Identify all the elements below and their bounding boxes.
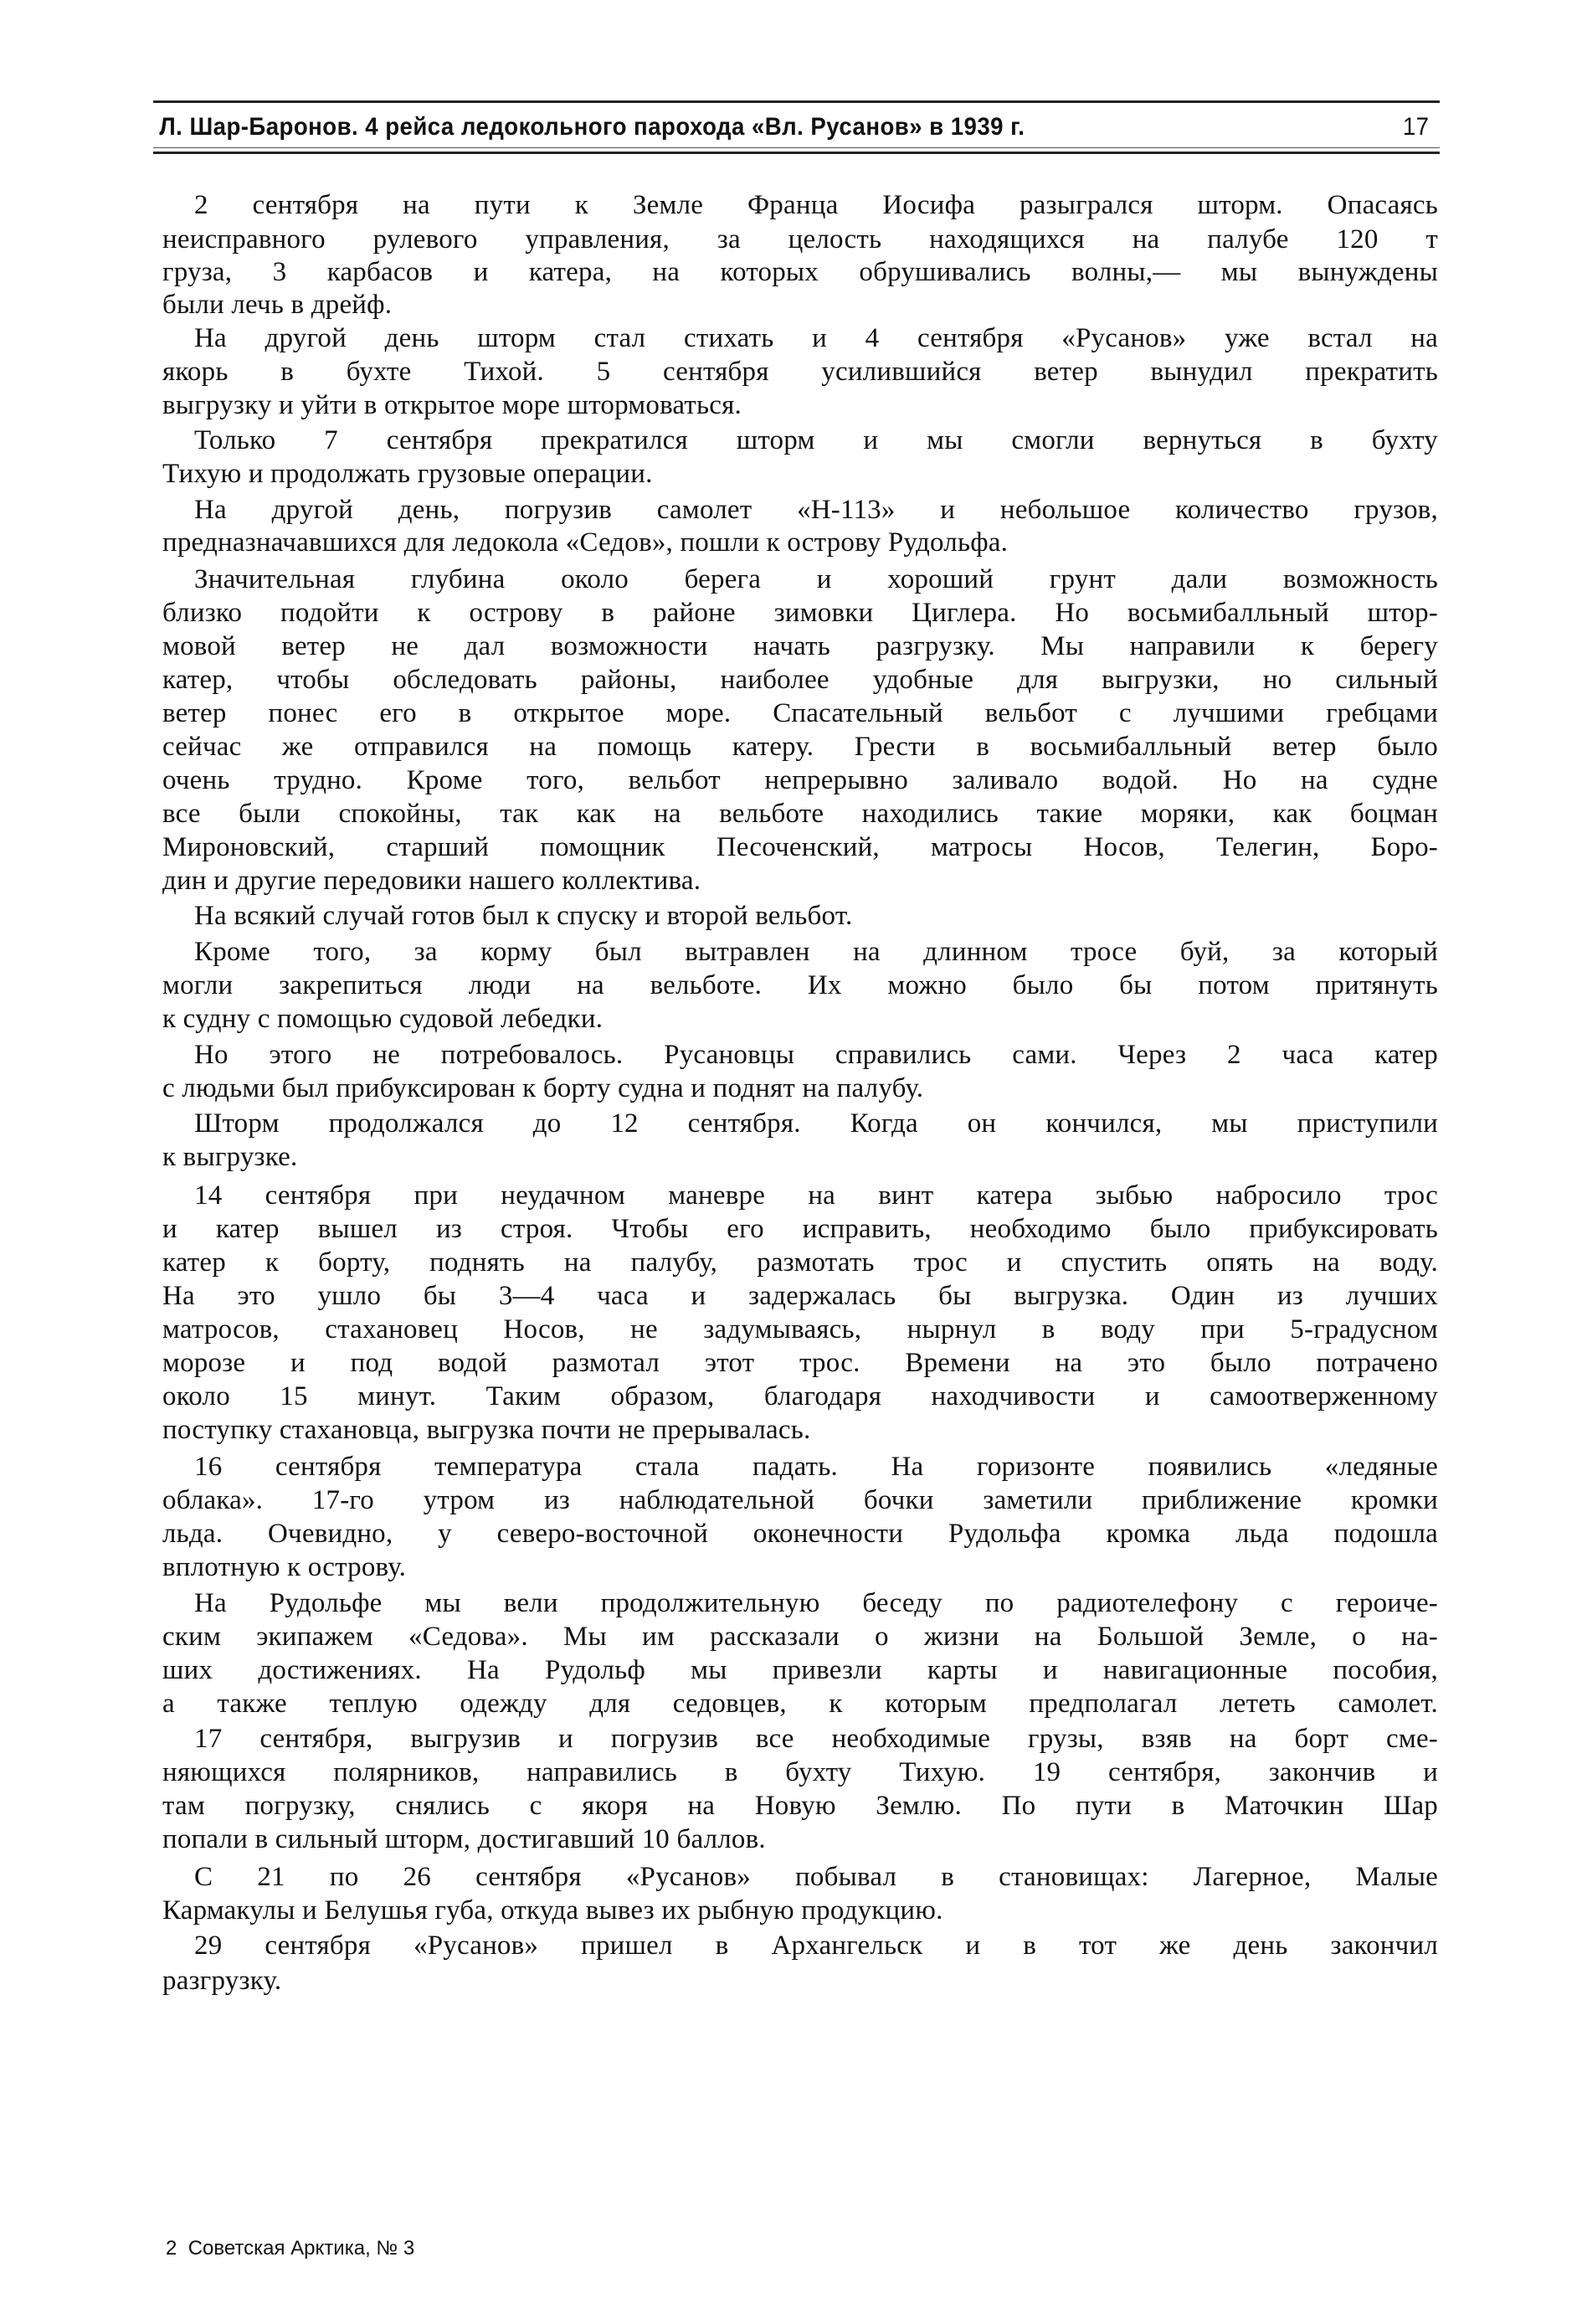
header-top-rule [153, 100, 1440, 103]
text-line: льда. Очевидно, у северо-восточной оконечности Рудольфа кромка льда подошла [162, 1519, 1438, 1549]
header-bottom-rule-thick [153, 152, 1440, 154]
text-line: к судну с помощью судовой лебедки. [162, 1004, 604, 1034]
text-line: груза, 3 карбасов и катера, на которых обрушивались волны,— мы вынуждены [162, 257, 1438, 287]
text-line: няющихся полярников, направились в бухту Тихую. 19 сентября, закончив и [162, 1757, 1438, 1787]
text-line: там погрузку, снялись с якоря на Новую Землю. По пути в Маточкин Шар [162, 1791, 1438, 1821]
text-line: На другой день шторм стал стихать и 4 сентября «Русанов» уже встал на [194, 323, 1438, 353]
text-line: выгрузку и уйти в открытое море штормоваться. [162, 390, 742, 420]
text-line: катер, чтобы обследовать районы, наиболее удобные для выгрузки, но сильный [162, 665, 1438, 695]
text-line: разгрузку. [162, 1966, 282, 1996]
text-line: Мироновский, старший помощник Песоченский, матросы Носов, Телегин, Боро- [162, 832, 1438, 862]
header-bottom-rule-thin [153, 147, 1440, 148]
text-line: ским экипажем «Седова». Мы им рассказали о жизни на Большой Земле, о на- [162, 1622, 1438, 1652]
text-line: На это ушло бы 3—4 часа и задержалась бы выгрузка. Один из лучших [162, 1281, 1438, 1311]
text-line: мовой ветер не дал возможности начать разгрузку. Мы направили к берегу [162, 631, 1438, 661]
text-line: все были спокойны, так как на вельботе находились такие моряки, как боцман [162, 799, 1438, 829]
text-line: 17 сентября, выгрузив и погрузив все необходимые грузы, взяв на борт сме- [194, 1724, 1438, 1754]
text-line: На Рудольфе мы вели продолжительную беседу по радиотелефону с героиче- [194, 1588, 1438, 1618]
text-line: Шторм продолжался до 12 сентября. Когда он кончился, мы приступили [194, 1108, 1438, 1139]
text-line: Тихую и продолжать грузовые операции. [162, 459, 653, 489]
text-line: Но этого не потребовалось. Русановцы справились сами. Через 2 часа катер [194, 1040, 1438, 1070]
text-line: 14 сентября при неудачном маневре на винт катера зыбью набросило трос [194, 1180, 1438, 1211]
page-number: 17 [1402, 113, 1430, 141]
text-line: Значительная глубина около берега и хороший грунт дали возможность [194, 564, 1438, 594]
text-line: Только 7 сентября прекратился шторм и мы смогли вернуться в бухту [194, 425, 1438, 455]
text-line: катер к борту, поднять на палубу, размотать трос и спустить опять на воду. [162, 1247, 1438, 1278]
text-line: 2 сентября на пути к Земле Франца Иосифа разыгрался шторм. Опасаясь [194, 190, 1438, 220]
text-line: С 21 по 26 сентября «Русанов» побывал в становищах: Лагерное, Малые [194, 1862, 1438, 1892]
text-line: На всякий случай готов был к спуску и второй вельбот. [194, 901, 853, 931]
text-line: матросов, стахановец Носов, не задумываясь, нырнул в воду при 5-градусном [162, 1314, 1438, 1345]
text-line: Кармакулы и Белушья губа, откуда вывез их рыбную продукцию. [162, 1895, 943, 1926]
signature-mark: 2 [166, 2237, 177, 2260]
text-line: попали в сильный шторм, достигавший 10 баллов. [162, 1824, 766, 1854]
text-line: неисправного рулевого управления, за целость находящихся на палубе 120 т [162, 224, 1438, 255]
text-line: сейчас же отправился на помощь катеру. Грести в восьмибалльный ветер было [162, 732, 1438, 762]
text-line: поступку стахановца, выгрузка почти не прерывалась. [162, 1415, 811, 1445]
text-line: дин и другие передовики нашего коллектива. [162, 866, 701, 896]
text-line: были лечь в дрейф. [162, 290, 393, 320]
text-line: предназначавшихся для ледокола «Седов», пошли к острову Рудольфа. [162, 527, 1009, 558]
text-line: морозе и под водой размотал этот трос. Времени на это было потрачено [162, 1348, 1438, 1378]
text-line: могли закрепиться люди на вельботе. Их можно было бы потом притянуть [162, 970, 1438, 1000]
text-line: вплотную к острову. [162, 1552, 407, 1582]
text-line: 16 сентября температура стала падать. На горизонте появились «ледяные [194, 1452, 1438, 1482]
text-line: На другой день, погрузив самолет «Н-113» и небольшое количество грузов, [194, 495, 1438, 525]
text-line: якорь в бухте Тихой. 5 сентября усилившийся ветер вынудил прекратить [162, 357, 1438, 387]
text-line: очень трудно. Кроме того, вельбот непрерывно заливало водой. Но на судне [162, 765, 1438, 795]
text-line: ших достижениях. На Рудольф мы привезли карты и навигационные пособия, [162, 1655, 1438, 1685]
text-line: Кроме того, за корму был вытравлен на длинном тросе буй, за который [194, 937, 1438, 967]
text-line: к выгрузке. [162, 1142, 298, 1172]
text-line: 29 сентября «Русанов» пришел в Архангельск и в тот же день закончил [194, 1931, 1438, 1961]
text-line: близко подойти к острову в районе зимовки Циглера. Но восьмибалльный штор- [162, 598, 1438, 628]
text-line: и катер вышел из строя. Чтобы его исправить, необходимо было прибуксировать [162, 1214, 1438, 1244]
text-line: а также теплую одежду для седовцев, к которым предполагал лететь самолет. [162, 1689, 1438, 1719]
page-footer [166, 2237, 414, 2260]
journal-name: Советская Арктика, № 3 [187, 2237, 415, 2260]
running-header-title: Л. Шар-Баронов. 4 рейса ледокольного парохода «Вл. Русанов» в 1939 г. [159, 113, 1025, 141]
text-line: облака». 17-го утром из наблюдательной бочки заметили приближение кромки [162, 1485, 1438, 1515]
running-header [153, 109, 1430, 146]
text-line: около 15 минут. Таким образом, благодаря находчивости и самоотверженному [162, 1381, 1438, 1411]
text-line: с людьми был прибуксирован к борту судна и поднят на палубу. [162, 1073, 924, 1103]
text-line: ветер понес его в открытое море. Спасательный вельбот с лучшими гребцами [162, 698, 1438, 728]
